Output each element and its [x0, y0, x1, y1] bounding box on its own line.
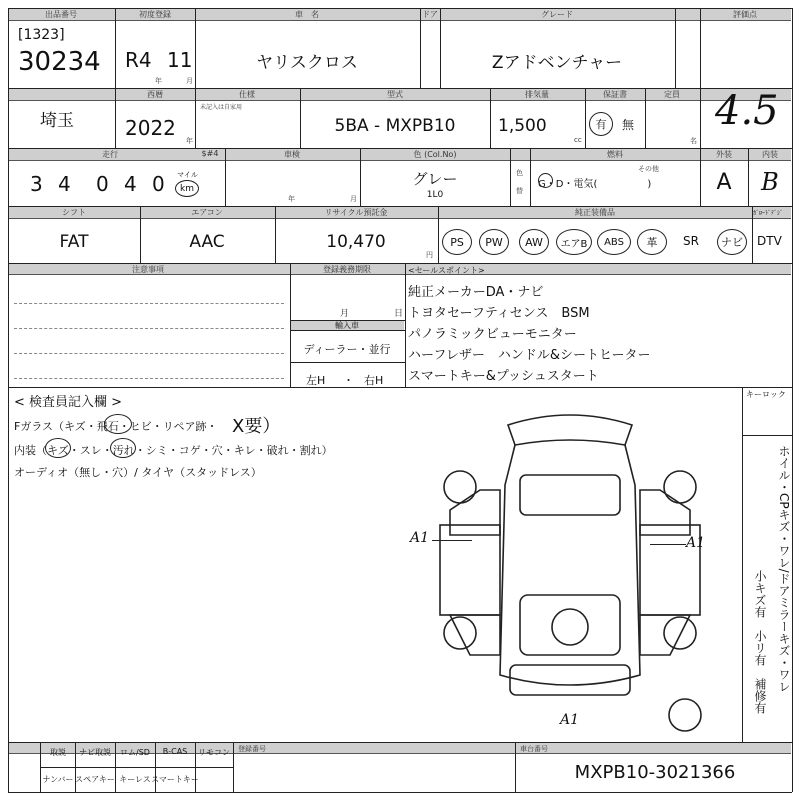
sales-point-4: ハーフレザー ハンドル&シートヒーター — [408, 348, 651, 363]
steer-left: 左H — [306, 374, 326, 387]
damage-mark-left: A1 — [410, 530, 430, 546]
glass-mark: X要） — [232, 416, 281, 437]
year-unit: 年 — [186, 137, 193, 145]
side-text-damage: 小キズ有 小リ有 補修有 — [753, 570, 767, 714]
option-remote: リモコン — [198, 748, 230, 757]
spec-note: 未記入は自家用 — [200, 104, 243, 111]
side-text-wheel: ホイル・CPキズ・ワレ/ドアミラーキズ・ワレ — [777, 445, 791, 693]
color-code: 1L0 — [426, 190, 444, 200]
displacement-unit: cc — [574, 136, 582, 144]
equipment-label: 純正装備品 — [575, 208, 615, 217]
car-diagram — [420, 405, 720, 735]
key-lock-label: キーロック — [746, 390, 786, 399]
steer-sep: ・ — [343, 374, 354, 387]
inspection-month-unit: 月 — [350, 195, 357, 203]
mileage-digit-5: 0 — [152, 172, 165, 196]
equip-aw: AW — [519, 229, 549, 255]
option-rom-sd: ロム/SD — [120, 748, 150, 757]
first-reg-year-unit: 年 — [155, 77, 162, 85]
equip-ps: PS — [442, 229, 472, 255]
first-reg-label: 初度登録 — [139, 10, 171, 19]
model-name: ヤリスクロス — [256, 53, 358, 73]
damage-mark-right: A1 — [686, 535, 706, 551]
option-spare-key: スペアキー — [75, 775, 115, 784]
steer-right: 右H — [364, 374, 384, 387]
reg-number-label: 登録番号 — [238, 745, 266, 753]
color-label: 色 (Col.No) — [413, 150, 457, 159]
equip-airbag: エアB — [556, 229, 592, 255]
fuel-label: 燃料 — [607, 150, 623, 159]
type-value: 5BA - MXPB10 — [334, 116, 456, 136]
mileage-label: 走行 — [102, 150, 118, 159]
deadline-month: 月 — [340, 309, 350, 319]
dealer-label: ディーラー・並行 — [303, 343, 391, 356]
sales-point-3: パノラミックビューモニター — [408, 327, 577, 342]
interior-label: 内装 — [762, 150, 778, 159]
first-reg-month: 11 — [167, 48, 193, 72]
interior-dirt-circle — [110, 438, 136, 458]
option-smart-key: スマートキー — [151, 775, 199, 784]
option-navi-manual: ナビ取説 — [79, 748, 111, 757]
km-option: km — [175, 180, 199, 197]
prefecture: 埼玉 — [40, 111, 74, 131]
reg-deadline-label: 登録義務期限 — [323, 265, 371, 274]
mileage-digit-3: 0 — [96, 172, 109, 196]
equip-sunroof: SR — [683, 234, 699, 248]
grade-name: Zアドベンチャー — [491, 53, 623, 73]
score-label: 評価点 — [733, 10, 757, 19]
interior-grade: B — [761, 168, 779, 196]
import-label: 輸入車 — [335, 321, 359, 330]
dtv-label: ｶﾞﾛｰﾄﾞﾃﾞｼﾞ — [753, 210, 784, 217]
equip-dtv: DTV — [757, 234, 782, 248]
capacity-label: 定員 — [664, 90, 680, 99]
option-bcas: B-CAS — [162, 747, 188, 756]
lot-number: 30234 — [18, 47, 101, 77]
fuel-other: その他 — [638, 165, 659, 173]
door-label: ドア — [422, 10, 438, 19]
stone-chip-circle — [104, 414, 132, 434]
mileage-digit-4: 4 — [124, 172, 137, 196]
recycle-value: 10,470 — [326, 232, 386, 252]
option-keyless: キーレス — [119, 775, 151, 784]
equip-pw: PW — [479, 229, 509, 255]
aircon-label: エアコン — [191, 208, 223, 217]
shift-label: シフト — [62, 208, 86, 217]
equip-abs: ABS — [597, 229, 631, 255]
color-change-2: 替 — [516, 187, 523, 195]
sales-point-5: スマートキー&プッシュスタート — [408, 369, 599, 384]
interior-line: 内装（キズ・スレ・汚れ・シミ・コゲ・穴・キレ・破れ・割れ） — [14, 444, 333, 457]
type-label: 型式 — [387, 90, 403, 99]
displacement-label: 排気量 — [525, 90, 549, 99]
sales-point-2: トヨタセーフティセンス BSM — [408, 306, 590, 321]
chassis-number: MXPB10-3021366 — [574, 762, 736, 783]
glass-line: Fガラス（キズ・飛石・ヒビ・リペア跡・ — [14, 420, 218, 433]
displacement-value: 1,500 — [498, 116, 547, 136]
score-value: 4.5 — [715, 88, 779, 134]
caution-label: 注意事項 — [132, 265, 164, 274]
sales-label: <セールスポイント> — [408, 266, 485, 275]
fuel-circle-mark — [538, 173, 553, 188]
first-reg-month-unit: 月 — [186, 77, 193, 85]
chassis-label: 車台番号 — [520, 745, 548, 753]
shift-value: FAT — [59, 232, 89, 252]
option-plate: ナンバー — [42, 775, 74, 784]
aircon-value: AAC — [189, 232, 225, 252]
lot-label: 出品番号 — [45, 10, 77, 19]
inspector-title: < 検査員記入欄 > — [14, 395, 123, 410]
model-label: 車 名 — [295, 10, 319, 19]
equip-navi: ナビ — [717, 229, 747, 255]
first-reg-era: R4 — [125, 48, 152, 72]
warranty-label: 保証書 — [603, 90, 627, 99]
color-change-1: 色 — [516, 169, 523, 177]
interior-scratch-circle — [45, 438, 71, 458]
damage-mark-bottom: A1 — [560, 712, 580, 728]
mile-option: マイル — [177, 171, 198, 179]
deadline-day: 日 — [394, 309, 404, 319]
option-manual: 取説 — [50, 748, 66, 757]
year-label: 西暦 — [147, 90, 163, 99]
warranty-yes: 有 — [589, 112, 613, 136]
color-value: グレー — [412, 170, 458, 188]
inspection-year-unit: 年 — [288, 195, 295, 203]
equip-leather: 革 — [637, 229, 667, 255]
inspection-label: 車検 — [284, 150, 300, 159]
spec-label: 仕様 — [239, 90, 255, 99]
capacity-unit: 名 — [690, 137, 697, 145]
exterior-grade: A — [716, 170, 732, 195]
lot-bracket: [1323] — [18, 27, 65, 43]
mileage-digit-2: 4 — [58, 172, 71, 196]
meter-label: $#4 — [201, 149, 219, 158]
recycle-unit: 円 — [426, 251, 433, 259]
year-value: 2022 — [125, 116, 176, 140]
recycle-label: リサイクル預託金 — [324, 208, 388, 217]
mileage-digit-1: 3 — [30, 172, 43, 196]
warranty-no: 無 — [622, 118, 635, 132]
sales-point-1: 純正メーカーDA・ナビ — [408, 285, 544, 300]
fuel-options: G・D・電気( ) — [538, 179, 652, 190]
exterior-label: 外装 — [716, 150, 732, 159]
audio-line: オーディオ（無し・穴）/ タイヤ（スタッドレス） — [14, 466, 262, 479]
grade-label: グレード — [541, 10, 573, 19]
